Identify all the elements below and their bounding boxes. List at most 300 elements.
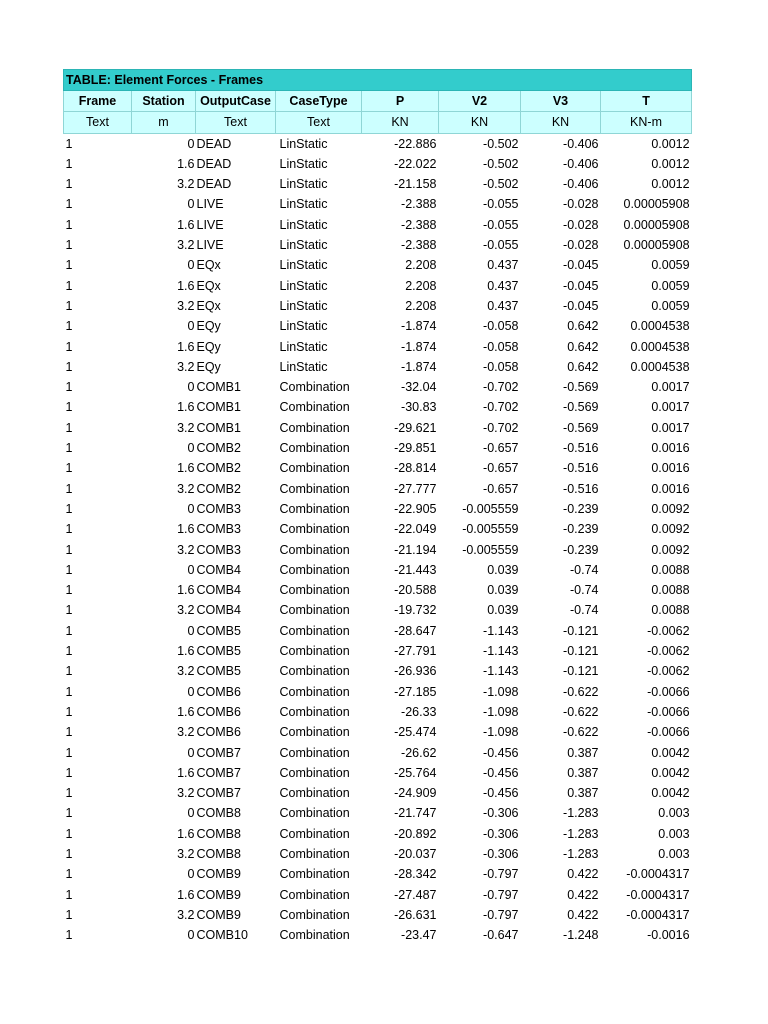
cell-v2: -0.306 — [483, 806, 519, 821]
cell-v3: -0.406 — [563, 177, 599, 192]
cell-p: -26.936 — [394, 664, 437, 679]
cell-v2: 0.437 — [487, 258, 519, 273]
cell-v2: -1.098 — [483, 684, 519, 699]
cell-v2: -0.657 — [483, 481, 519, 496]
cell-case-type: LinStatic — [279, 217, 328, 232]
cell-t: 0.0017 — [651, 380, 690, 395]
cell-p: -2.388 — [401, 238, 437, 253]
cell-station: 0 — [187, 928, 195, 943]
unit-station: m — [132, 112, 196, 133]
cell-t: 0.0092 — [651, 542, 690, 557]
cell-station: 3.2 — [177, 177, 195, 192]
cell-v2: -0.797 — [483, 907, 519, 922]
cell-v3: -0.516 — [563, 441, 599, 456]
cell-case-type: Combination — [279, 501, 350, 516]
cell-t: 0.003 — [658, 846, 690, 861]
cell-t: 0.0004538 — [630, 339, 690, 354]
cell-case-type: Combination — [279, 704, 350, 719]
column-header-row — [64, 91, 692, 112]
cell-station: 1.6 — [177, 826, 195, 841]
cell-t: -0.0062 — [647, 623, 690, 638]
cell-p: -29.851 — [394, 441, 437, 456]
cell-frame: 1 — [65, 441, 73, 456]
cell-output-case: COMB3 — [196, 542, 241, 557]
cell-station: 0 — [187, 258, 195, 273]
cell-v3: -0.121 — [563, 664, 599, 679]
cell-output-case: EQx — [196, 258, 221, 273]
cell-frame: 1 — [65, 846, 73, 861]
header-v3: V3 — [521, 91, 601, 112]
cell-station: 3.2 — [177, 481, 195, 496]
cell-p: -26.631 — [394, 907, 437, 922]
cell-frame: 1 — [65, 461, 73, 476]
cell-output-case: DEAD — [196, 136, 232, 151]
cell-case-type: Combination — [279, 623, 350, 638]
table-row — [64, 377, 692, 397]
cell-t: 0.00005908 — [623, 197, 690, 212]
cell-t: 0.0042 — [651, 745, 690, 760]
cell-v3: -1.283 — [563, 806, 599, 821]
cell-v3: -0.516 — [563, 461, 599, 476]
cell-v3: 0.642 — [567, 319, 599, 334]
cell-station: 1.6 — [177, 278, 195, 293]
cell-station: 3.2 — [177, 238, 195, 253]
cell-output-case: DEAD — [196, 156, 232, 171]
cell-v3: -1.283 — [563, 826, 599, 841]
cell-frame: 1 — [65, 359, 73, 374]
table-row — [64, 560, 692, 580]
cell-v3: -1.283 — [563, 846, 599, 861]
cell-v3: -0.121 — [563, 644, 599, 659]
cell-t: 0.0092 — [651, 501, 690, 516]
cell-frame: 1 — [65, 156, 73, 171]
cell-case-type: LinStatic — [279, 136, 328, 151]
cell-frame: 1 — [65, 603, 73, 618]
header-output-case: OutputCase — [196, 91, 276, 112]
cell-output-case: COMB5 — [196, 644, 241, 659]
cell-output-case: LIVE — [196, 217, 224, 232]
cell-station: 1.6 — [177, 583, 195, 598]
cell-p: -1.874 — [401, 339, 437, 354]
cell-station: 3.2 — [177, 664, 195, 679]
cell-station: 3.2 — [177, 846, 195, 861]
table-row — [64, 276, 692, 296]
cell-output-case: COMB3 — [196, 501, 241, 516]
cell-p: -20.892 — [394, 826, 437, 841]
cell-output-case: COMB6 — [196, 684, 241, 699]
cell-p: -25.764 — [394, 765, 437, 780]
cell-t: 0.0017 — [651, 420, 690, 435]
cell-station: 0 — [187, 441, 195, 456]
header-station: Station — [132, 91, 196, 112]
cell-frame: 1 — [65, 623, 73, 638]
cell-v3: 0.387 — [567, 745, 599, 760]
cell-output-case: COMB1 — [196, 380, 241, 395]
cell-v3: 0.422 — [567, 867, 599, 882]
cell-output-case: COMB9 — [196, 867, 241, 882]
cell-v2: -0.797 — [483, 867, 519, 882]
table-row — [64, 783, 692, 803]
cell-v3: -0.045 — [563, 278, 599, 293]
cell-t: 0.0059 — [651, 278, 690, 293]
cell-p: -22.049 — [394, 522, 437, 537]
unit-case-type: Text — [276, 112, 362, 133]
table-row — [64, 803, 692, 823]
cell-v2: -0.058 — [483, 319, 519, 334]
cell-v2: -0.306 — [483, 846, 519, 861]
cell-frame: 1 — [65, 501, 73, 516]
cell-p: -26.33 — [401, 704, 437, 719]
cell-case-type: Combination — [279, 887, 350, 902]
cell-frame: 1 — [65, 177, 73, 192]
cell-output-case: LIVE — [196, 238, 224, 253]
cell-v2: -0.055 — [483, 238, 519, 253]
cell-case-type: Combination — [279, 928, 350, 943]
cell-frame: 1 — [65, 400, 73, 415]
cell-output-case: COMB7 — [196, 765, 241, 780]
cell-p: -22.905 — [394, 501, 437, 516]
cell-frame: 1 — [65, 583, 73, 598]
cell-case-type: Combination — [279, 562, 350, 577]
cell-station: 0 — [187, 867, 195, 882]
cell-case-type: Combination — [279, 745, 350, 760]
cell-frame: 1 — [65, 664, 73, 679]
cell-case-type: Combination — [279, 522, 350, 537]
cell-station: 0 — [187, 501, 195, 516]
cell-v2: -0.502 — [483, 177, 519, 192]
cell-frame: 1 — [65, 887, 73, 902]
cell-v3: -0.045 — [563, 298, 599, 313]
cell-t: 0.003 — [658, 806, 690, 821]
table-row — [64, 337, 692, 357]
cell-case-type: Combination — [279, 603, 350, 618]
cell-v3: -0.569 — [563, 400, 599, 415]
cell-frame: 1 — [65, 704, 73, 719]
unit-output-case: Text — [196, 112, 276, 133]
table-row — [64, 499, 692, 519]
cell-station: 1.6 — [177, 644, 195, 659]
cell-frame: 1 — [65, 542, 73, 557]
cell-v3: -0.045 — [563, 258, 599, 273]
cell-station: 3.2 — [177, 907, 195, 922]
cell-p: -29.621 — [394, 420, 437, 435]
cell-station: 0 — [187, 684, 195, 699]
cell-output-case: COMB6 — [196, 704, 241, 719]
cell-frame: 1 — [65, 806, 73, 821]
cell-station: 1.6 — [177, 461, 195, 476]
cell-v2: -0.456 — [483, 786, 519, 801]
table-row — [64, 438, 692, 458]
cell-station: 0 — [187, 136, 195, 151]
table-body — [64, 133, 692, 945]
cell-p: -27.487 — [394, 887, 437, 902]
cell-case-type: Combination — [279, 664, 350, 679]
cell-output-case: COMB7 — [196, 745, 241, 760]
cell-v3: -0.74 — [570, 583, 599, 598]
cell-frame: 1 — [65, 298, 73, 313]
cell-p: -27.777 — [394, 481, 437, 496]
table-row — [64, 154, 692, 174]
table-row — [64, 133, 692, 154]
cell-case-type: LinStatic — [279, 177, 328, 192]
unit-p: KN — [362, 112, 439, 133]
cell-v2: -0.702 — [483, 400, 519, 415]
cell-p: -28.342 — [394, 867, 437, 882]
cell-case-type: Combination — [279, 380, 350, 395]
cell-v2: -0.306 — [483, 826, 519, 841]
cell-t: -0.0004317 — [626, 867, 690, 882]
cell-v2: 0.437 — [487, 278, 519, 293]
cell-v2: 0.437 — [487, 298, 519, 313]
cell-station: 0 — [187, 319, 195, 334]
cell-output-case: EQy — [196, 319, 221, 334]
cell-frame: 1 — [65, 867, 73, 882]
cell-v2: -1.098 — [483, 704, 519, 719]
cell-case-type: Combination — [279, 786, 350, 801]
cell-t: 0.0016 — [651, 441, 690, 456]
cell-case-type: Combination — [279, 441, 350, 456]
cell-frame: 1 — [65, 745, 73, 760]
table-title: TABLE: Element Forces - Frames — [64, 70, 692, 91]
cell-frame: 1 — [65, 258, 73, 273]
table-row — [64, 215, 692, 235]
cell-v3: -0.74 — [570, 603, 599, 618]
cell-t: 0.0059 — [651, 258, 690, 273]
cell-v3: -0.239 — [563, 542, 599, 557]
cell-output-case: COMB8 — [196, 846, 241, 861]
cell-output-case: COMB4 — [196, 603, 241, 618]
table-row — [64, 235, 692, 255]
cell-v3: -0.028 — [563, 197, 599, 212]
cell-station: 0 — [187, 562, 195, 577]
cell-output-case: COMB7 — [196, 786, 241, 801]
cell-output-case: EQy — [196, 339, 221, 354]
cell-p: -21.747 — [394, 806, 437, 821]
cell-output-case: COMB8 — [196, 826, 241, 841]
header-frame: Frame — [64, 91, 132, 112]
cell-v3: 0.387 — [567, 765, 599, 780]
cell-frame: 1 — [65, 907, 73, 922]
cell-output-case: COMB1 — [196, 400, 241, 415]
table-row — [64, 580, 692, 600]
cell-station: 0 — [187, 380, 195, 395]
cell-output-case: COMB1 — [196, 420, 241, 435]
cell-v3: 0.422 — [567, 907, 599, 922]
table-row — [64, 824, 692, 844]
cell-output-case: COMB9 — [196, 907, 241, 922]
cell-frame: 1 — [65, 684, 73, 699]
cell-v3: -0.028 — [563, 238, 599, 253]
cell-v3: 0.387 — [567, 786, 599, 801]
cell-p: -24.909 — [394, 786, 437, 801]
cell-output-case: EQy — [196, 359, 221, 374]
cell-frame: 1 — [65, 420, 73, 435]
cell-case-type: LinStatic — [279, 238, 328, 253]
cell-output-case: COMB9 — [196, 887, 241, 902]
cell-p: -23.47 — [401, 928, 437, 943]
cell-case-type: Combination — [279, 907, 350, 922]
cell-t: -0.0062 — [647, 664, 690, 679]
cell-frame: 1 — [65, 481, 73, 496]
cell-t: 0.00005908 — [623, 238, 690, 253]
element-forces-table-container — [63, 69, 691, 945]
cell-frame: 1 — [65, 826, 73, 841]
cell-frame: 1 — [65, 928, 73, 943]
cell-output-case: COMB4 — [196, 562, 241, 577]
cell-v3: -0.622 — [563, 704, 599, 719]
unit-v2: KN — [439, 112, 521, 133]
cell-station: 0 — [187, 806, 195, 821]
cell-station: 1.6 — [177, 522, 195, 537]
unit-frame: Text — [64, 112, 132, 133]
cell-output-case: COMB5 — [196, 623, 241, 638]
cell-v2: -0.502 — [483, 136, 519, 151]
cell-case-type: Combination — [279, 644, 350, 659]
cell-v2: -1.098 — [483, 725, 519, 740]
cell-t: 0.0088 — [651, 583, 690, 598]
table-row — [64, 641, 692, 661]
cell-v2: -0.055 — [483, 197, 519, 212]
table-row — [64, 316, 692, 336]
cell-v2: -1.143 — [483, 644, 519, 659]
cell-case-type: Combination — [279, 583, 350, 598]
cell-p: -27.185 — [394, 684, 437, 699]
cell-output-case: COMB2 — [196, 441, 241, 456]
cell-t: -0.0066 — [647, 684, 690, 699]
table-row — [64, 418, 692, 438]
cell-p: -21.158 — [394, 177, 437, 192]
cell-output-case: COMB3 — [196, 522, 241, 537]
cell-t: 0.0012 — [651, 177, 690, 192]
cell-output-case: COMB10 — [196, 928, 248, 943]
cell-output-case: COMB5 — [196, 664, 241, 679]
cell-case-type: LinStatic — [279, 298, 328, 313]
cell-p: -2.388 — [401, 197, 437, 212]
cell-output-case: COMB6 — [196, 725, 241, 740]
header-p: P — [362, 91, 439, 112]
cell-t: 0.0092 — [651, 522, 690, 537]
cell-frame: 1 — [65, 278, 73, 293]
cell-frame: 1 — [65, 238, 73, 253]
cell-p: -30.83 — [401, 400, 437, 415]
cell-output-case: EQx — [196, 298, 221, 313]
element-forces-table — [63, 69, 692, 945]
cell-v2: -0.058 — [483, 359, 519, 374]
cell-case-type: Combination — [279, 867, 350, 882]
cell-frame: 1 — [65, 562, 73, 577]
cell-t: -0.0004317 — [626, 907, 690, 922]
table-row — [64, 661, 692, 681]
cell-p: -25.474 — [394, 725, 437, 740]
cell-v2: -0.055 — [483, 217, 519, 232]
cell-v2: -0.005559 — [462, 522, 519, 537]
unit-t: KN-m — [601, 112, 692, 133]
cell-t: 0.00005908 — [623, 217, 690, 232]
cell-t: -0.0066 — [647, 725, 690, 740]
table-row — [64, 905, 692, 925]
cell-station: 3.2 — [177, 786, 195, 801]
cell-v2: -0.456 — [483, 765, 519, 780]
cell-station: 1.6 — [177, 704, 195, 719]
cell-p: -22.886 — [394, 136, 437, 151]
cell-v2: -0.005559 — [462, 501, 519, 516]
table-row — [64, 397, 692, 417]
cell-v3: -0.239 — [563, 501, 599, 516]
cell-frame: 1 — [65, 217, 73, 232]
cell-case-type: Combination — [279, 725, 350, 740]
cell-frame: 1 — [65, 725, 73, 740]
cell-p: -1.874 — [401, 359, 437, 374]
cell-v3: 0.422 — [567, 887, 599, 902]
cell-v3: -0.622 — [563, 684, 599, 699]
cell-case-type: Combination — [279, 481, 350, 496]
cell-p: -22.022 — [394, 156, 437, 171]
cell-station: 1.6 — [177, 765, 195, 780]
cell-station: 0 — [187, 745, 195, 760]
cell-p: -28.647 — [394, 623, 437, 638]
cell-t: 0.0016 — [651, 481, 690, 496]
cell-v3: -0.569 — [563, 380, 599, 395]
cell-case-type: Combination — [279, 684, 350, 699]
cell-v2: -0.058 — [483, 339, 519, 354]
cell-frame: 1 — [65, 380, 73, 395]
cell-frame: 1 — [65, 136, 73, 151]
table-row — [64, 357, 692, 377]
cell-station: 1.6 — [177, 339, 195, 354]
cell-p: -26.62 — [401, 745, 437, 760]
cell-p: -28.814 — [394, 461, 437, 476]
cell-p: -19.732 — [394, 603, 437, 618]
table-row — [64, 479, 692, 499]
cell-output-case: LIVE — [196, 197, 224, 212]
cell-case-type: Combination — [279, 420, 350, 435]
cell-v2: -1.143 — [483, 623, 519, 638]
cell-case-type: Combination — [279, 765, 350, 780]
cell-frame: 1 — [65, 319, 73, 334]
cell-v2: -1.143 — [483, 664, 519, 679]
cell-v2: -0.702 — [483, 420, 519, 435]
cell-frame: 1 — [65, 522, 73, 537]
cell-case-type: Combination — [279, 542, 350, 557]
cell-v2: -0.456 — [483, 745, 519, 760]
cell-station: 3.2 — [177, 420, 195, 435]
table-row — [64, 844, 692, 864]
table-title-row — [64, 70, 692, 91]
cell-t: -0.0016 — [647, 928, 690, 943]
cell-case-type: Combination — [279, 846, 350, 861]
cell-v3: -0.569 — [563, 420, 599, 435]
cell-v2: -0.657 — [483, 461, 519, 476]
table-row — [64, 743, 692, 763]
cell-t: 0.0017 — [651, 400, 690, 415]
cell-output-case: COMB2 — [196, 461, 241, 476]
cell-v2: -0.005559 — [462, 542, 519, 557]
cell-t: 0.0042 — [651, 765, 690, 780]
table-row — [64, 458, 692, 478]
table-row — [64, 864, 692, 884]
table-row — [64, 722, 692, 742]
table-row — [64, 885, 692, 905]
cell-v2: 0.039 — [487, 583, 519, 598]
cell-p: -1.874 — [401, 319, 437, 334]
table-row — [64, 540, 692, 560]
cell-case-type: Combination — [279, 806, 350, 821]
cell-case-type: LinStatic — [279, 359, 328, 374]
table-row — [64, 194, 692, 214]
cell-frame: 1 — [65, 197, 73, 212]
cell-v3: -0.121 — [563, 623, 599, 638]
table-row — [64, 621, 692, 641]
